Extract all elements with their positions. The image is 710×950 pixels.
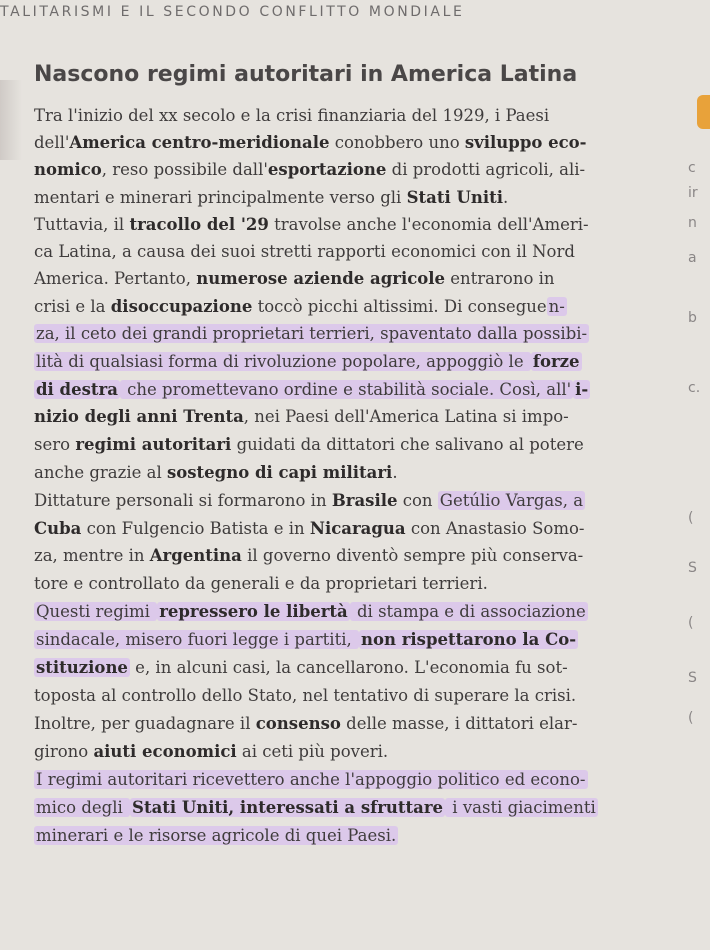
- text-line: [34, 267, 555, 293]
- text-line: [34, 489, 585, 515]
- text-span: n-: [548, 297, 565, 316]
- margin-letter: (: [688, 510, 694, 526]
- text-line: [34, 295, 567, 321]
- text-span: Questi regimi: [36, 602, 156, 621]
- text-span: conobbero uno: [329, 133, 465, 152]
- text-span: crisi e la: [34, 297, 111, 316]
- text-span: I regimi autoritari ricevettero anche l'appoggio politico ed econo-: [36, 770, 586, 789]
- text-line: [34, 684, 576, 710]
- text-line: [34, 350, 582, 376]
- bold-text: sostegno di capi militari: [166, 463, 393, 482]
- text-span: .: [392, 463, 398, 482]
- bold-text: Cuba: [34, 519, 82, 538]
- text-line: [34, 405, 569, 431]
- text-span: di stampa e di associazione: [351, 602, 586, 621]
- text-line: [34, 572, 488, 598]
- text-span: con Fulgencio Batista e in: [81, 519, 310, 538]
- margin-letter: (: [688, 615, 694, 631]
- text-line: [34, 517, 585, 543]
- text-line: [34, 544, 583, 570]
- margin-column: [680, 90, 710, 940]
- bold-text: forze: [532, 352, 580, 371]
- margin-letter: (: [688, 710, 694, 726]
- bold-text: i-: [575, 380, 589, 399]
- bold-text: numerose aziende agricole: [196, 269, 446, 288]
- text-line: [34, 628, 578, 654]
- text-line: [34, 322, 589, 348]
- text-line: [34, 240, 575, 266]
- text-line: [34, 740, 388, 766]
- section-title: Nascono regimi autoritari in America Latina: [34, 62, 578, 87]
- text-line: [34, 712, 577, 738]
- margin-letter: S: [688, 670, 697, 686]
- bold-text: regimi autoritari: [75, 435, 232, 454]
- text-span: anche grazie al: [34, 463, 167, 482]
- text-span: delle masse, i dittatori elar-: [340, 714, 578, 733]
- text-span: e, in alcuni casi, la cancellarono. L'economia fu sot-: [129, 658, 568, 677]
- text-line: [34, 600, 588, 626]
- text-span: sero: [34, 435, 76, 454]
- text-span: toposta al controllo dello Stato, nel tentativo di superare la crisi.: [34, 686, 577, 705]
- bold-text: consenso: [255, 714, 341, 733]
- bold-text: tracollo del '29: [129, 215, 269, 234]
- text-span: ai ceti più poveri.: [236, 742, 389, 761]
- text-span: mico degli: [36, 798, 129, 817]
- text-span: travolse anche l'economia dell'Ameri-: [268, 215, 589, 234]
- text-span: minerari e le risorse agricole di quei Paesi.: [36, 826, 397, 845]
- text-span: Getúlio Vargas, a: [439, 491, 584, 510]
- text-span: .: [503, 188, 509, 207]
- text-span: Tra l'inizio del xx secolo e la crisi finanziaria del 1929, i Paesi: [34, 106, 550, 125]
- text-span: , reso possibile dall': [101, 160, 268, 179]
- text-span: Dittature personali si formarono in: [34, 491, 332, 510]
- text-span: Tuttavia, il: [34, 215, 130, 234]
- text-span: dell': [34, 133, 70, 152]
- text-span: lità di qualsiasi forma di rivoluzione popolare, appoggiò le: [36, 352, 529, 371]
- text-line: [34, 213, 589, 239]
- text-line: [34, 461, 398, 487]
- text-line: [34, 104, 549, 130]
- text-span: ca Latina, a causa dei suoi stretti rapporti economici con il Nord: [34, 242, 575, 261]
- text-line: [34, 824, 398, 850]
- bold-text: repressero le libertà: [159, 602, 348, 621]
- text-span: entrarono in: [445, 269, 555, 288]
- text-line: [34, 796, 598, 822]
- bold-text: di destra: [36, 380, 118, 399]
- bold-text: nizio degli anni Trenta: [34, 407, 244, 426]
- text-span: Inoltre, per guadagnare il: [34, 714, 256, 733]
- text-span: tore e controllato da generali e da proprietari terrieri.: [34, 574, 488, 593]
- text-span: sindacale, misero fuori legge i partiti,: [36, 630, 357, 649]
- text-span: di prodotti agricoli, ali-: [386, 160, 586, 179]
- margin-letter: ir: [688, 185, 698, 201]
- bold-text: Argentina: [149, 546, 242, 565]
- bold-text: disoccupazione: [110, 297, 253, 316]
- margin-letter: c.: [688, 380, 701, 396]
- text-line: [34, 186, 508, 212]
- margin-letter: b: [688, 310, 697, 326]
- margin-letter: S: [688, 560, 697, 576]
- text-span: , nei Paesi dell'America Latina si impo-: [243, 407, 569, 426]
- text-span: girono: [34, 742, 94, 761]
- text-span: guidati da dittatori che salivano al potere: [231, 435, 584, 454]
- bold-text: Brasile: [331, 491, 398, 510]
- margin-letter: n: [688, 215, 697, 231]
- text-line: [34, 433, 584, 459]
- bold-text: Nicaragua: [309, 519, 406, 538]
- text-span: toccò picchi altissimi. Di consegue: [252, 297, 547, 316]
- margin-letter: c: [688, 160, 696, 176]
- bold-text: Stati Uniti, interessati a sfruttare: [132, 798, 444, 817]
- text-span: il governo diventò sempre più conserva-: [241, 546, 584, 565]
- text-span: che promettevano ordine e stabilità sociale. Così, all': [121, 380, 572, 399]
- bold-text: esportazione: [267, 160, 387, 179]
- text-span: i vasti giacimenti: [447, 798, 596, 817]
- text-line: [34, 378, 590, 404]
- bold-text: America centro-meridionale: [69, 133, 330, 152]
- bold-text: Stati Uniti: [406, 188, 503, 207]
- text-span: mentari e minerari principalmente verso gli: [34, 188, 407, 207]
- text-span: America. Pertanto,: [34, 269, 197, 288]
- bold-text: sviluppo eco-: [464, 133, 587, 152]
- bold-text: aiuti economici: [93, 742, 237, 761]
- text-span: za, mentre in: [34, 546, 150, 565]
- text-line: [34, 768, 588, 794]
- margin-letter: a: [688, 250, 697, 266]
- text-line: [34, 131, 587, 157]
- chapter-header: TALITARISMI E IL SECONDO CONFLITTO MONDIALE: [0, 4, 465, 20]
- text-span: con: [397, 491, 438, 510]
- text-span: con Anastasio Somo-: [405, 519, 585, 538]
- bold-text: stituzione: [36, 658, 128, 677]
- text-line: [34, 158, 585, 184]
- text-span: za, il ceto dei grandi proprietari terrieri, spaventato dalla possibi-: [36, 324, 588, 343]
- text-line: [34, 656, 568, 682]
- bold-text: non rispettarono la Co-: [360, 630, 577, 649]
- bold-text: nomico: [34, 160, 102, 179]
